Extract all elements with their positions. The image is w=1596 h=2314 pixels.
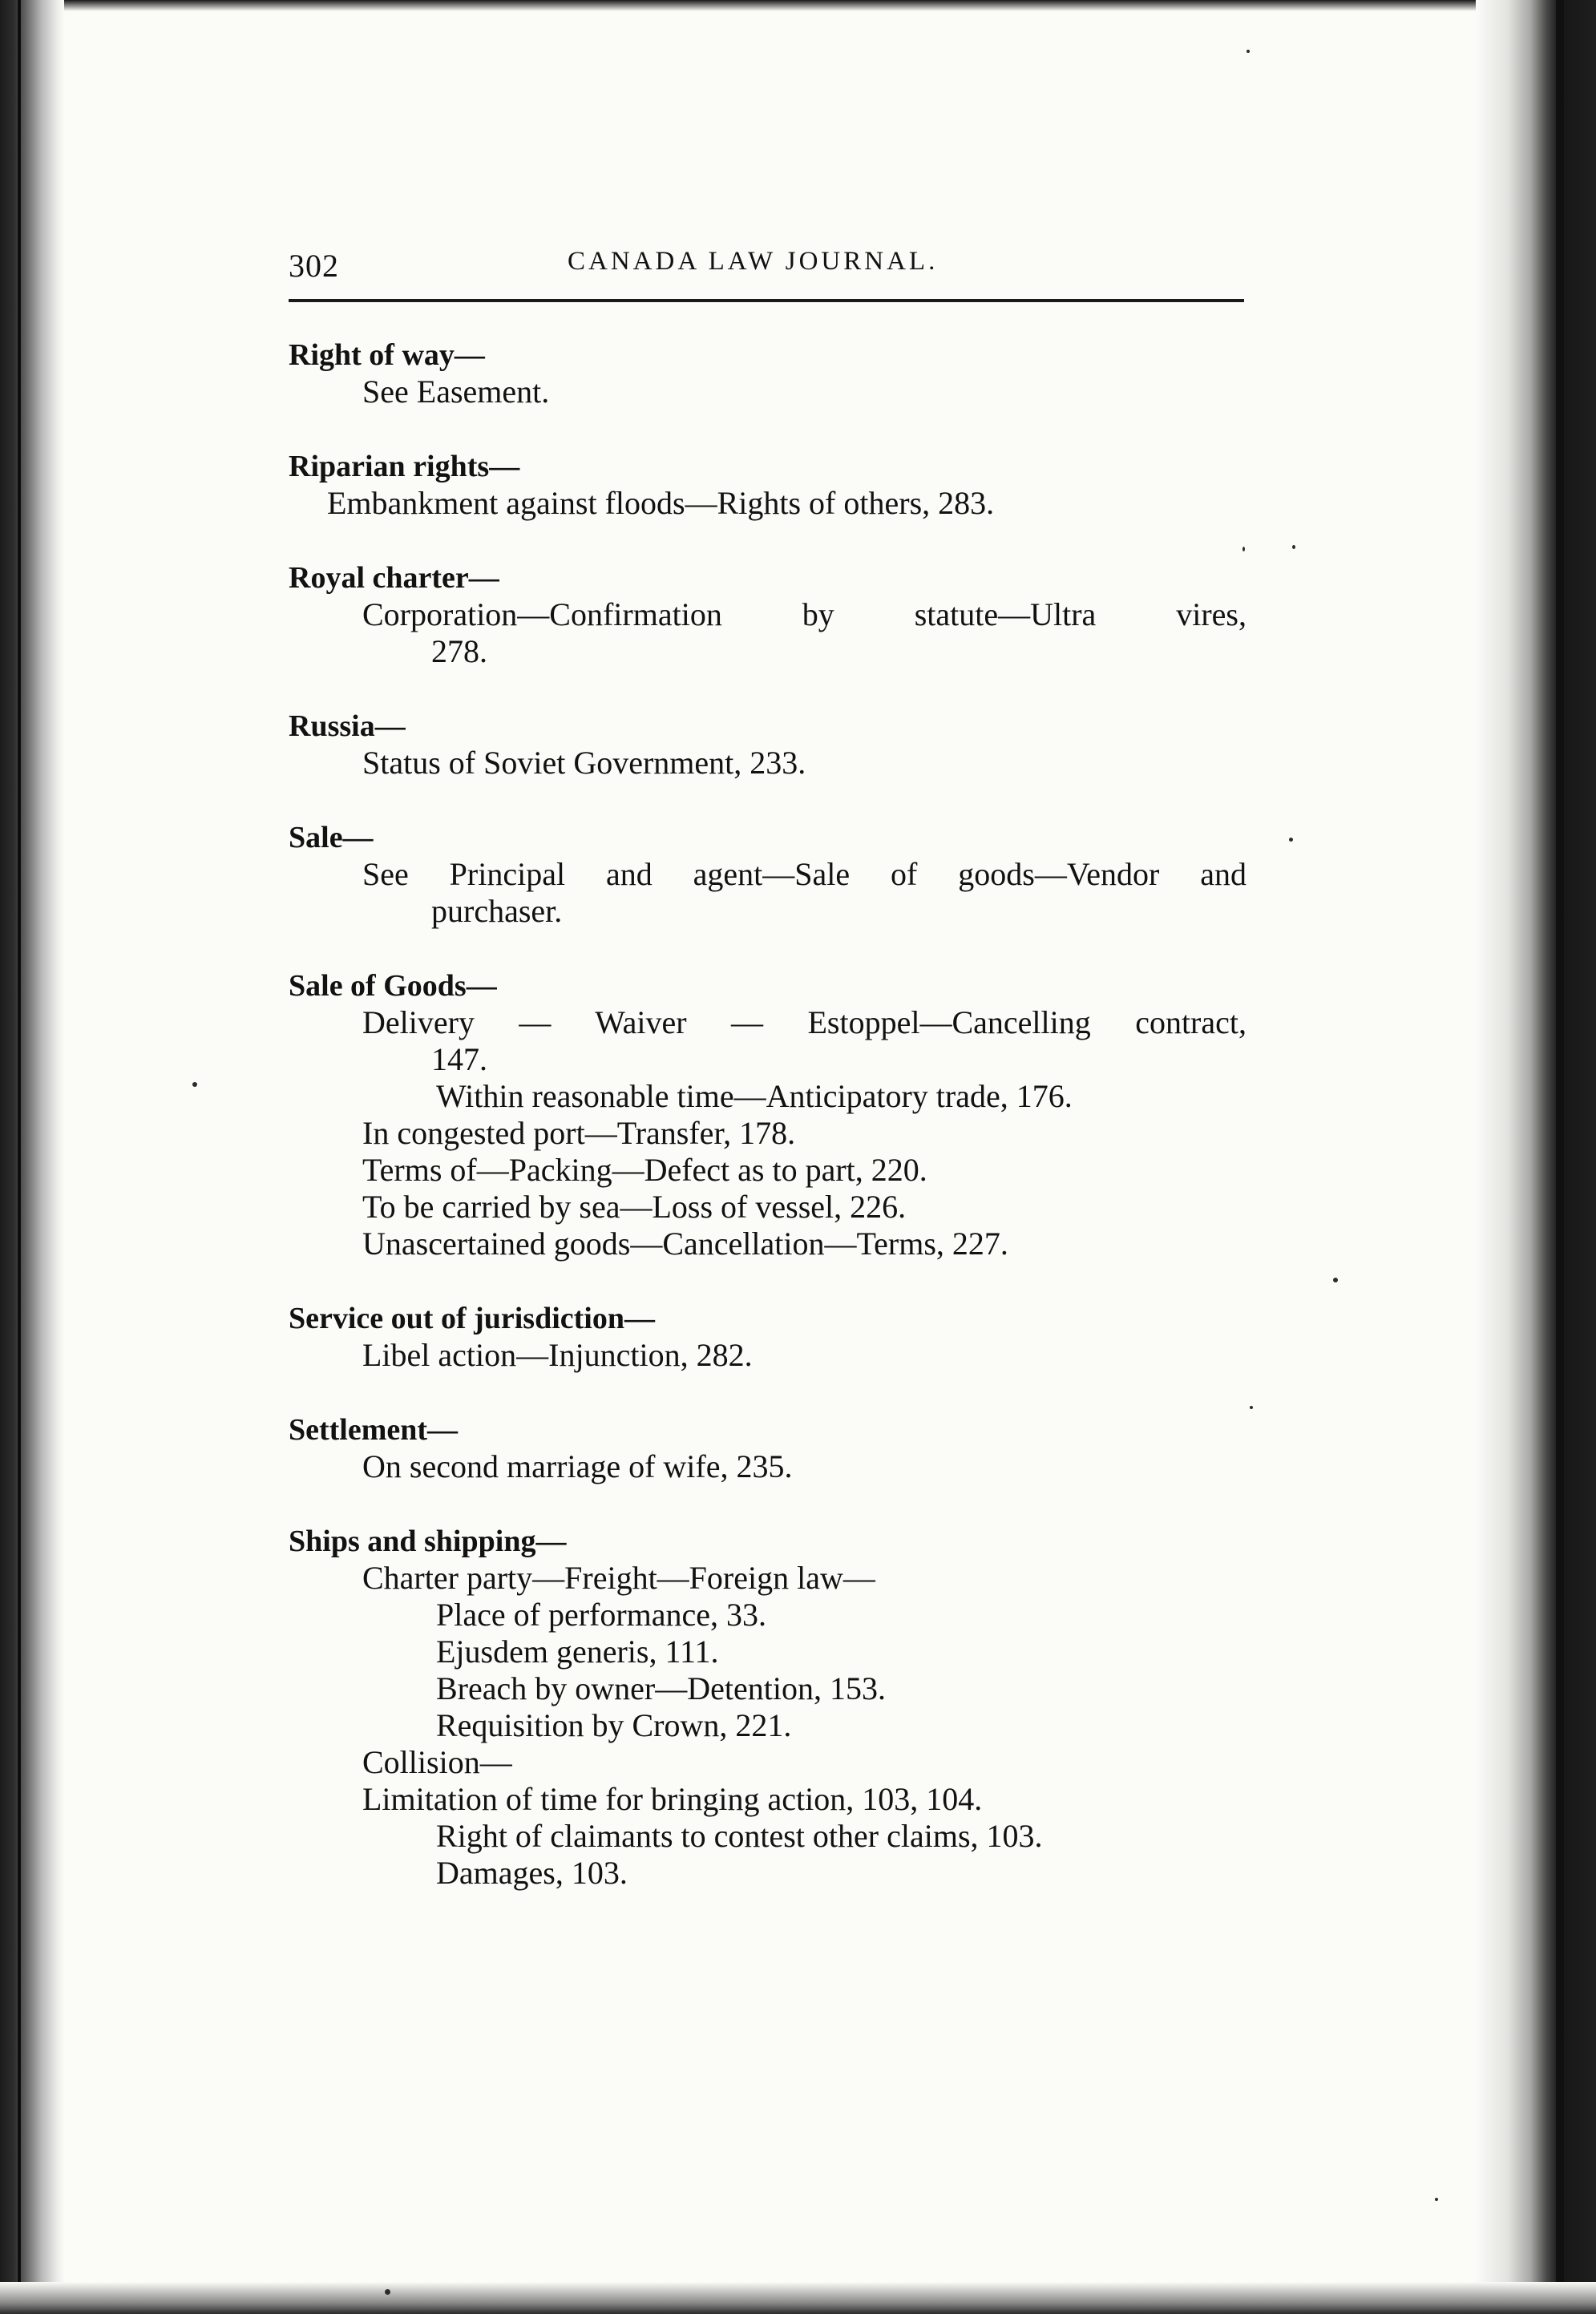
- scan-border-line: [1556, 0, 1564, 2314]
- entry-heading: Settlement—: [289, 1413, 459, 1447]
- entry-line-continued: purchaser.: [431, 893, 563, 929]
- scan-speck: [385, 2289, 390, 2295]
- entry-subline: Within reasonable time—Anticipatory trade, 176.: [436, 1078, 1073, 1114]
- entry-subline: Place of performance, 33.: [436, 1597, 767, 1633]
- scan-bottom-edge: [0, 2282, 1596, 2314]
- entry-line: In congested port—Transfer, 178.: [362, 1115, 796, 1151]
- scan-speck: [1246, 50, 1250, 53]
- entry-subline: Ejusdem generis, 111.: [436, 1634, 719, 1670]
- scan-speck: [1333, 1278, 1338, 1282]
- entry-subline: Requisition by Crown, 221.: [436, 1707, 792, 1743]
- running-head: CANADA LAW JOURNAL.: [568, 247, 939, 276]
- scan-speck: [1250, 1406, 1253, 1409]
- entry-heading: Sale of Goods—: [289, 969, 497, 1003]
- scan-top-edge: [0, 0, 1596, 11]
- entry-heading: Russia—: [289, 709, 406, 743]
- index-entry-sale-of-goods: [289, 967, 1246, 1262]
- scan-binding-left: [0, 0, 64, 2314]
- entry-line: To be carried by sea—Loss of vessel, 226.: [362, 1189, 907, 1225]
- entry-heading: Ships and shipping—: [289, 1524, 567, 1558]
- index-entry-service-out-of-jurisdiction: [289, 1300, 1246, 1374]
- entry-line: Limitation of time for bringing action, 103, 104.: [362, 1781, 983, 1817]
- entry-line: Unascertained goods—Cancellation—Terms, 227.: [362, 1226, 1008, 1262]
- entry-line: Delivery — Waiver — Estoppel—Cancelling contract,: [362, 1004, 1246, 1040]
- entry-subline: Breach by owner—Detention, 153.: [436, 1670, 886, 1706]
- index-entry-right-of-way: [289, 337, 1246, 410]
- index-entry-ships-and-shipping: [289, 1523, 1246, 1892]
- scan-border-right: [1476, 0, 1596, 2314]
- scan-speck: [1292, 545, 1295, 549]
- page-number: 302: [289, 248, 339, 284]
- entry-subline: Right of claimants to contest other claims, 103.: [436, 1818, 1043, 1854]
- entry-line-continued: 278.: [431, 633, 487, 669]
- entry-heading: Royal charter—: [289, 561, 499, 595]
- entry-line: See Principal and agent—Sale of goods—Vendor and: [362, 856, 1246, 892]
- entry-line: Corporation—Confirmation by statute—Ultra vires,: [362, 596, 1246, 632]
- entry-line-continued: 147.: [431, 1041, 487, 1077]
- entry-line: Collision—: [362, 1744, 512, 1780]
- entry-heading: Riparian rights—: [289, 450, 520, 483]
- entry-line: See Easement.: [362, 374, 550, 410]
- index-entry-royal-charter: [289, 559, 1246, 670]
- entry-heading: Sale—: [289, 821, 374, 854]
- entry-line: Charter party—Freight—Foreign law—: [362, 1560, 875, 1596]
- scan-binding-line: [18, 0, 21, 2314]
- entry-line: Libel action—Injunction, 282.: [362, 1337, 753, 1373]
- index-entry-riparian-rights: [289, 448, 1246, 522]
- entry-line: Status of Soviet Government, 233.: [362, 745, 806, 781]
- scan-speck: [192, 1082, 197, 1087]
- scan-speck: [1435, 2198, 1438, 2201]
- entry-heading: Right of way—: [289, 338, 485, 372]
- entry-subline: Damages, 103.: [436, 1855, 628, 1891]
- index-entries: [289, 337, 1246, 1929]
- entry-heading: Service out of jurisdiction—: [289, 1302, 656, 1335]
- index-entry-russia: [289, 708, 1246, 781]
- page-header: [289, 234, 1242, 290]
- index-entry-settlement: [289, 1411, 1246, 1485]
- index-entry-sale: [289, 819, 1246, 930]
- entry-line: Terms of—Packing—Defect as to part, 220.: [362, 1152, 927, 1188]
- header-rule: [289, 299, 1244, 302]
- entry-line: On second marriage of wife, 235.: [362, 1448, 793, 1484]
- scan-speck: [1289, 838, 1293, 842]
- entry-line: Embankment against floods—Rights of others, 283.: [327, 485, 995, 521]
- scan-speck: [1242, 547, 1245, 551]
